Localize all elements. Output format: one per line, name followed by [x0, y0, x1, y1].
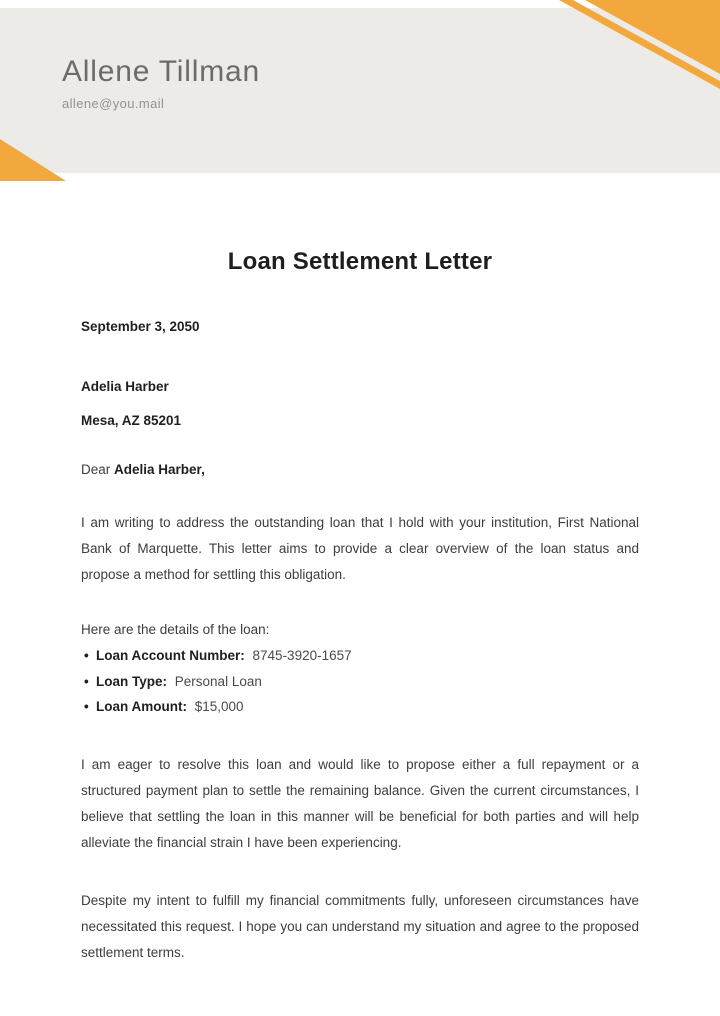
salutation-recipient: Adelia Harber, — [114, 462, 205, 477]
paragraph-intro: I am writing to address the outstanding loan that I hold with your institution, First National Bank of Marquette. This letter aims to provide a clear overview of the loan status and propose a method for settling this obligation. — [81, 515, 639, 582]
corner-triangle-decoration-top-right — [550, 0, 720, 100]
loan-detail-value: 8745-3920-1657 — [252, 648, 352, 663]
sender-name: Allene Tillman — [62, 55, 260, 88]
loan-details-heading: Here are the details of the loan: — [81, 622, 270, 637]
recipient-name: Adelia Harber — [81, 379, 169, 394]
loan-detail-type — [81, 669, 639, 695]
loan-detail-label: Loan Account Number: — [96, 648, 245, 663]
loan-detail-value: $15,000 — [194, 699, 244, 714]
paragraph-proposal: I am eager to resolve this loan and would like to propose either a full repayment or a structured payment plan to settle the remaining balance. Given the current circumstances, I believe that settling the loan in this manner will be beneficial for both parties and will help alleviate the financial strain I have been experiencing. — [81, 756, 639, 850]
loan-detail-amount — [81, 694, 639, 720]
sender-identity — [62, 56, 260, 111]
recipient-address: Mesa, AZ 85201 — [81, 413, 182, 428]
loan-detail-account-number — [81, 643, 639, 669]
loan-detail-label: Loan Amount: — [96, 699, 187, 714]
letter-body — [0, 173, 720, 966]
loan-details-list — [81, 643, 639, 720]
letter-date: September 3, 2050 — [81, 319, 200, 334]
letter-title: Loan Settlement Letter — [227, 248, 493, 275]
salutation-prefix: Dear — [81, 462, 111, 477]
salutation — [81, 462, 639, 478]
loan-detail-label: Loan Type: — [96, 673, 168, 689]
sender-email: allene@you.mail — [62, 96, 165, 111]
paragraph-closing: Despite my intent to fulfill my financial commitments fully, unforeseen circumstances have necessitated this request. I hope you can understand my situation and agree to the proposed settlement terms. — [81, 892, 639, 960]
loan-detail-value: Personal Loan — [174, 673, 262, 689]
